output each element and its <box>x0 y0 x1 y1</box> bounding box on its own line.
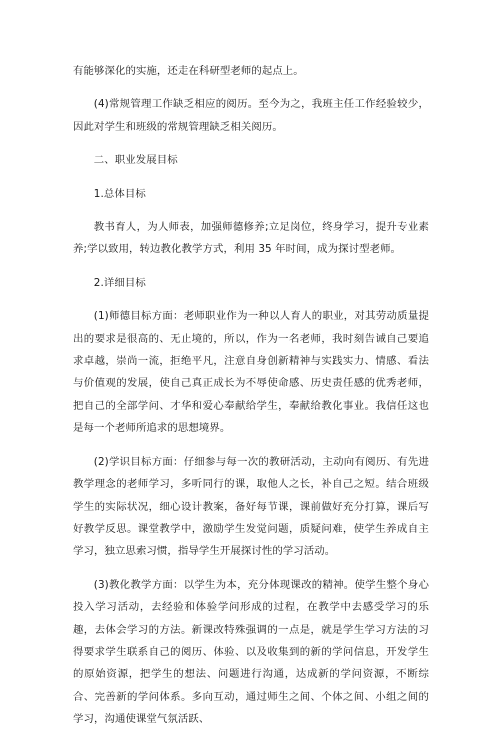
paragraph-overall-goal: 教书育人，为人师表，加强师德修养;立足岗位，终身学习，提升专业素养;学以致用，转边教化教学方式，利用 35 年时间，成为探讨型老师。 <box>73 221 429 256</box>
subheading-detailed-goals: 2.详细目标 <box>93 276 146 289</box>
paragraph-knowledge-goal: (2)学识目标方面：仔细参与每一次的教研活动，主动向有阅历、有先进教学理念的老师学习，多听同行的课，取他人之长，补自己之短。结合班级学生的实际状况，细心设计教案，备好每节课，课前做好充分打算，课后写好教学反思。课堂教学中，激励学生发觉问题，质疑问难，使学生养成自主学习，独立思索习惯，指导学生开展探讨性的学习活动。 <box>73 455 429 558</box>
paragraph-teaching-goal: (3)教化教学方面：以学生为本，充分体现课改的精神。使学生整个身心投入学习活动，去经验和体验学问形成的过程，在教学中去感受学习的乐趣，去体会学习的方法。新课改特殊强调的一点是，就是学生学习方法的习得要求学生联系自己的阅历、体验、以及收集到的新的学问信息，开发学生的原始资源，把学生的想法、问题进行沟通，达成新的学问资源，不断综合、完善新的学问体系。多向互动，通过师生之间、个体之间、小组之间的学习，沟通使课堂气氛活跃、 <box>73 578 429 726</box>
subheading-overall-goal: 1.总体目标 <box>93 187 146 200</box>
paragraph-ethics-goal: (1)师德目标方面：老师职业作为一种以人育人的职业，对其劳动质量提出的要求是很高的、无止境的，所以，作为一名老师，我时刻告诫自己要追求卓越，崇尚一流，拒绝平凡，注意自身创新精神与实践实力、情感、看法与价值观的发展，使自己真正成长为不辱使命感、历史责任感的优秀老师，把自己的全部学问、才华和爱心奉献给学生，奉献给教化事业。我信任这也是每一个老师所追求的思想境界。 <box>73 310 429 435</box>
document-body <box>73 60 429 731</box>
section-heading-career-goals: 二、职业发展目标 <box>93 154 178 167</box>
paragraph-management-experience: (4)常规管理工作缺乏相应的阅历。至今为之，我班主任工作经验较少，因此对学生和班级的常规管理缺乏相关阅历。 <box>73 98 429 133</box>
paragraph-continuation: 有能够深化的实施，还走在科研型老师的起点上。 <box>73 65 304 77</box>
